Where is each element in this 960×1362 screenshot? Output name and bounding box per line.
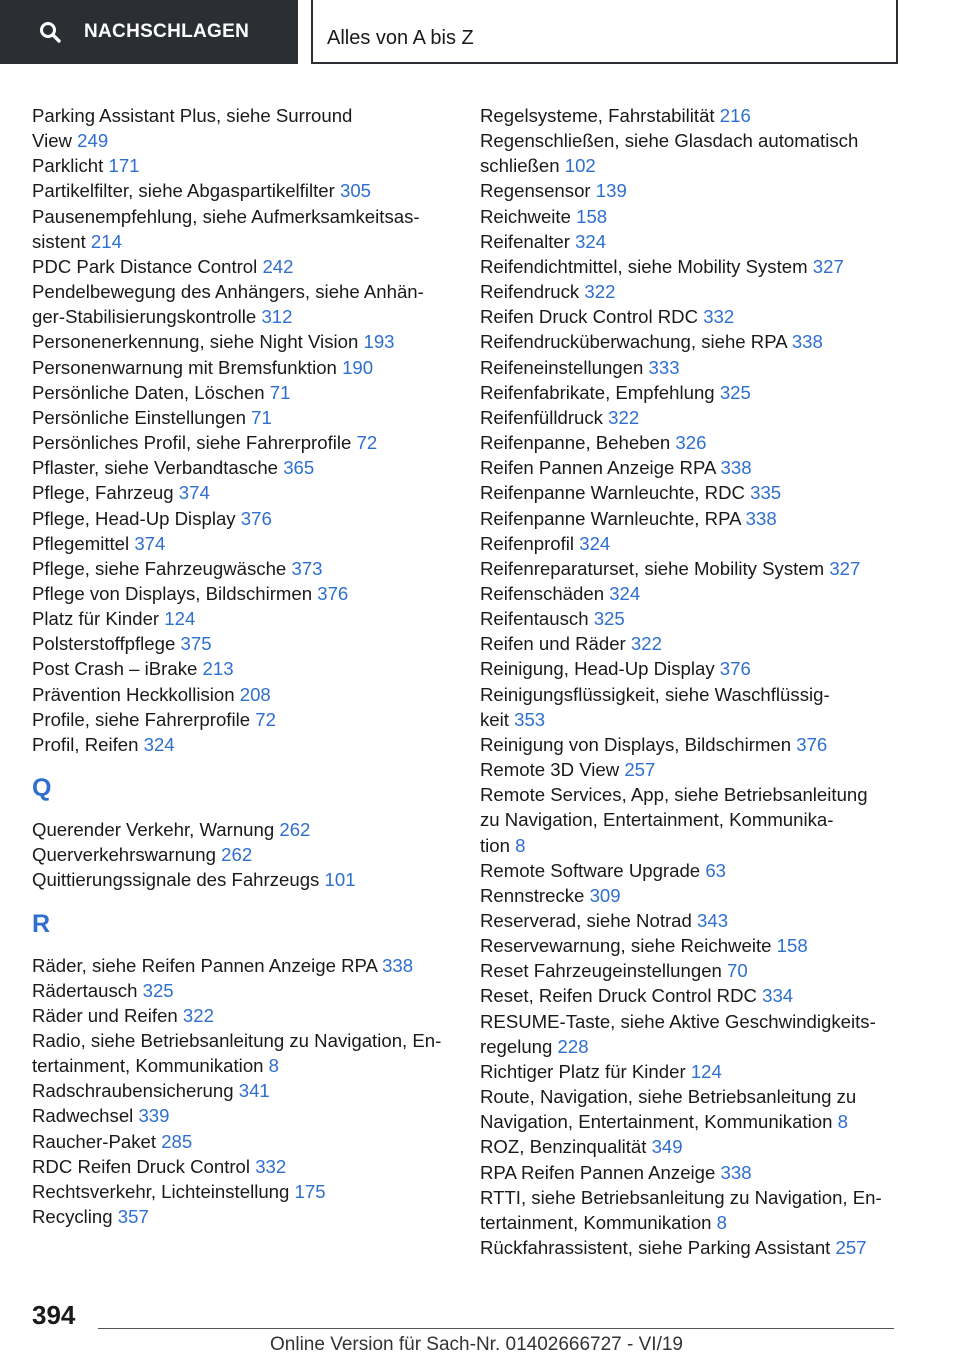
page-reference-link[interactable]: 228 bbox=[557, 1035, 589, 1057]
index-entry-text: Reset Fahrzeugeinstellungen bbox=[480, 960, 722, 982]
index-entry-text: Reifen Druck Control RDC bbox=[480, 306, 699, 328]
index-entry bbox=[480, 833, 900, 858]
index-entry-text: Reserverad, siehe Notrad bbox=[480, 910, 692, 931]
index-entry-text: RPA Reifen Pannen Anzeige bbox=[480, 1161, 716, 1183]
page-reference-link[interactable]: 324 bbox=[579, 532, 611, 554]
page-reference-link[interactable]: 327 bbox=[829, 557, 861, 579]
index-entry-text: Remote Services, App, siehe Betriebsanleitung bbox=[480, 784, 868, 806]
index-entry bbox=[480, 455, 900, 480]
index-entry bbox=[480, 908, 900, 933]
index-entry-text: Reifenpanne Warnleuchte, RDC bbox=[480, 482, 745, 504]
index-entry-text: Reifen und Räder bbox=[480, 633, 626, 655]
index-entry bbox=[32, 1078, 452, 1103]
index-entry-text: Reifeneinstellungen bbox=[480, 356, 644, 378]
index-entry bbox=[32, 229, 452, 254]
index-entry bbox=[480, 405, 900, 430]
page-reference-link[interactable]: 8 bbox=[837, 1111, 848, 1133]
index-entry-text: Pflegemittel bbox=[32, 532, 130, 554]
index-entry-text: Parklicht bbox=[32, 155, 104, 177]
page-reference-link[interactable]: 376 bbox=[317, 582, 349, 604]
index-entry-text: Reifenfabrikate, Empfehlung bbox=[480, 381, 715, 403]
index-entry bbox=[480, 128, 900, 153]
index-entry-text: Reset, Reifen Druck Control RDC bbox=[480, 985, 757, 1007]
index-entry bbox=[32, 103, 452, 128]
index-entry-text: Radio, siehe Betriebsanleitung zu Navigation, En- bbox=[32, 1030, 442, 1051]
page-reference-link[interactable]: 324 bbox=[143, 733, 175, 755]
page-reference-link[interactable]: 325 bbox=[593, 608, 625, 630]
index-entry-text: Reichweite bbox=[480, 205, 571, 227]
index-entry-text: Reservewarnung, siehe Reichweite bbox=[480, 935, 772, 957]
index-entry bbox=[32, 656, 452, 681]
index-entry-text: Pflege, Fahrzeug bbox=[32, 482, 174, 504]
page-reference-link[interactable]: 158 bbox=[576, 205, 608, 227]
index-entry-text: Regensensor bbox=[480, 180, 591, 202]
page-reference-link[interactable]: 262 bbox=[279, 819, 311, 841]
section-tab-label: NACHSCHLAGEN bbox=[84, 21, 250, 42]
index-entry-text: tion bbox=[480, 834, 510, 856]
page-reference-link[interactable]: 285 bbox=[161, 1130, 193, 1152]
index-entry-text: RDC Reifen Druck Control bbox=[32, 1155, 251, 1177]
index-entry-text: Personenwarnung mit Bremsfunktion bbox=[32, 356, 337, 378]
page-reference-link[interactable]: 374 bbox=[134, 532, 166, 554]
index-entry-text: Personenerkennung, siehe Night Vision bbox=[32, 331, 359, 353]
index-entry-text: Quittierungssignale des Fahrzeugs bbox=[32, 869, 320, 891]
page-reference-link[interactable]: 214 bbox=[90, 230, 122, 252]
index-entry bbox=[480, 1059, 900, 1084]
index-entry-text: Reifenalter bbox=[480, 230, 570, 252]
index-entry-text: Pflege, siehe Fahrzeugwäsche bbox=[32, 557, 287, 579]
index-entry-text: Remote 3D View bbox=[480, 759, 620, 781]
index-entry-text: Reinigungsflüssigkeit, siehe Waschflüssig- bbox=[480, 683, 830, 705]
index-entry bbox=[480, 279, 900, 304]
page-reference-link[interactable]: 72 bbox=[356, 432, 378, 454]
search-icon bbox=[38, 20, 62, 44]
index-entry-text: Radwechsel bbox=[32, 1105, 134, 1127]
page-reference-link[interactable]: 334 bbox=[762, 985, 794, 1007]
index-entry bbox=[480, 807, 900, 832]
page-reference-link[interactable]: 333 bbox=[648, 356, 680, 378]
page-header bbox=[0, 0, 960, 66]
index-entry bbox=[32, 867, 452, 892]
page-reference-link[interactable]: 71 bbox=[269, 381, 291, 403]
index-entry bbox=[32, 1204, 452, 1229]
page-reference-link[interactable]: 332 bbox=[703, 306, 735, 328]
page-reference-link[interactable]: 325 bbox=[719, 381, 751, 403]
index-entry bbox=[32, 254, 452, 279]
index-entry-text: Platz für Kinder bbox=[32, 608, 160, 630]
index-entry bbox=[480, 531, 900, 556]
index-entry-text: tertainment, Kommunikation bbox=[32, 1055, 264, 1077]
index-entry bbox=[32, 631, 452, 656]
index-entry bbox=[480, 732, 900, 757]
page-reference-link[interactable]: 376 bbox=[796, 733, 828, 755]
index-entry bbox=[32, 606, 452, 631]
page-reference-link[interactable]: 326 bbox=[675, 432, 707, 454]
page-reference-link[interactable]: 309 bbox=[589, 884, 621, 906]
page-reference-link[interactable]: 213 bbox=[202, 658, 234, 680]
page-reference-link[interactable]: 257 bbox=[624, 759, 656, 781]
index-entry bbox=[480, 983, 900, 1008]
index-entry bbox=[32, 556, 452, 581]
page-reference-link[interactable]: 71 bbox=[251, 406, 272, 428]
index-entry-text: Post Crash – iBrake bbox=[32, 658, 198, 680]
index-entry-text: Persönliche Einstellungen bbox=[32, 406, 246, 428]
page-reference-link[interactable]: 338 bbox=[382, 954, 414, 976]
index-entry bbox=[32, 380, 452, 405]
index-entry-text: Polsterstoffpflege bbox=[32, 633, 176, 655]
page-reference-link[interactable]: 376 bbox=[240, 507, 272, 529]
index-entry-text: Rechtsverkehr, Lichteinstellung bbox=[32, 1180, 290, 1202]
index-entry bbox=[480, 782, 900, 807]
page-reference-link[interactable]: 322 bbox=[182, 1004, 214, 1026]
page-reference-link[interactable]: 257 bbox=[835, 1237, 867, 1259]
index-entry-text: Persönliche Daten, Löschen bbox=[32, 381, 265, 403]
index-entry bbox=[480, 656, 900, 681]
index-entry-text: Pflaster, siehe Verbandtasche bbox=[32, 457, 279, 479]
index-entry bbox=[32, 581, 452, 606]
page-reference-link[interactable]: 262 bbox=[221, 844, 253, 866]
index-entry-text: Querverkehrswarnung bbox=[32, 844, 216, 866]
footer-divider bbox=[98, 1328, 894, 1329]
index-entry bbox=[32, 978, 452, 1003]
index-entry bbox=[32, 1053, 452, 1078]
index-entry-text: tertainment, Kommunikation bbox=[480, 1211, 712, 1233]
index-entry-text: Rückfahrassistent, siehe Parking Assistant bbox=[480, 1237, 831, 1259]
index-entry bbox=[480, 254, 900, 279]
index-entry-text: Parking Assistant Plus, siehe Surround bbox=[32, 105, 353, 126]
index-entry bbox=[480, 631, 900, 656]
page-reference-link[interactable]: 374 bbox=[178, 482, 210, 504]
index-entry bbox=[480, 1109, 900, 1134]
index-entry bbox=[32, 279, 452, 304]
index-entry bbox=[32, 304, 452, 329]
index-entry bbox=[480, 606, 900, 631]
page-reference-link[interactable]: 349 bbox=[651, 1136, 683, 1158]
page-reference-link[interactable]: 8 bbox=[716, 1211, 728, 1233]
page-reference-link[interactable]: 171 bbox=[108, 155, 140, 177]
index-entry-text: Rennstrecke bbox=[480, 884, 585, 906]
index-entry-text: Querender Verkehr, Warnung bbox=[32, 819, 275, 841]
page-reference-link[interactable]: 8 bbox=[268, 1055, 280, 1077]
index-entry bbox=[32, 531, 452, 556]
index-entry-text: Reifendrucküberwachung, siehe RPA bbox=[480, 331, 787, 353]
chapter-title-box bbox=[311, 0, 898, 64]
index-entry-text: Regelsysteme, Fahrstabilität bbox=[480, 105, 715, 126]
index-entry-text: RESUME-Taste, siehe Aktive Geschwindigkeits- bbox=[480, 1010, 876, 1032]
index-column-left bbox=[32, 103, 452, 1229]
index-entry bbox=[32, 1129, 452, 1154]
page-reference-link[interactable]: 324 bbox=[575, 230, 607, 252]
index-column-right bbox=[480, 103, 900, 1260]
index-entry bbox=[480, 682, 900, 707]
index-entry-text: Radschraubensicherung bbox=[32, 1080, 234, 1102]
index-entry-text: regelung bbox=[480, 1035, 553, 1057]
index-entry bbox=[32, 1003, 452, 1028]
page-reference-link[interactable]: 208 bbox=[239, 683, 271, 705]
index-entry bbox=[480, 858, 900, 883]
page-reference-link[interactable]: 353 bbox=[514, 708, 546, 730]
index-entry bbox=[480, 178, 900, 203]
page-reference-link[interactable]: 343 bbox=[697, 910, 729, 931]
index-entry bbox=[32, 506, 452, 531]
index-entry bbox=[480, 556, 900, 581]
page-reference-link[interactable]: 190 bbox=[342, 356, 374, 378]
index-entry bbox=[480, 103, 900, 128]
index-entry-text: Prävention Heckkollision bbox=[32, 683, 235, 705]
index-entry-text: View bbox=[32, 130, 72, 152]
page-reference-link[interactable]: 124 bbox=[690, 1060, 722, 1082]
page-reference-link[interactable]: 373 bbox=[291, 557, 323, 579]
index-entry-text: Reifentausch bbox=[480, 608, 589, 630]
page-reference-link[interactable]: 249 bbox=[77, 130, 109, 152]
index-entry-text: Route, Navigation, siehe Betriebsanleitung zu bbox=[480, 1086, 857, 1108]
index-entry-text: Pflege von Displays, Bildschirmen bbox=[32, 582, 313, 604]
index-entry bbox=[480, 430, 900, 455]
chapter-title: Alles von A bis Z bbox=[327, 27, 474, 49]
index-entry-text: Reifenpanne, Beheben bbox=[480, 432, 671, 454]
index-entry-text: Pendelbewegung des Anhängers, siehe Anhän- bbox=[32, 281, 424, 303]
index-entry bbox=[32, 455, 452, 480]
index-entry-text: Profile, siehe Fahrerprofile bbox=[32, 708, 251, 730]
page-reference-link[interactable]: 102 bbox=[564, 155, 596, 177]
index-entry bbox=[480, 883, 900, 908]
index-entry bbox=[480, 506, 900, 531]
index-entry-text: Navigation, Entertainment, Kommunikation bbox=[480, 1111, 833, 1133]
index-entry bbox=[480, 1235, 900, 1260]
page-reference-link[interactable]: 338 bbox=[720, 457, 752, 479]
index-entry-text: Reifendichtmittel, siehe Mobility System bbox=[480, 255, 808, 277]
index-entry-text: Remote Software Upgrade bbox=[480, 859, 701, 881]
index-entry bbox=[480, 757, 900, 782]
index-entry-text: Rädertausch bbox=[32, 979, 138, 1001]
index-entry bbox=[480, 1134, 900, 1159]
index-entry-text: ROZ, Benzinqualität bbox=[480, 1136, 647, 1158]
index-entry bbox=[480, 581, 900, 606]
index-entry-text: Pflege, Head-Up Display bbox=[32, 507, 236, 529]
index-entry bbox=[32, 842, 452, 867]
index-entry-text: Räder, siehe Reifen Pannen Anzeige RPA bbox=[32, 954, 377, 976]
index-entry-text: Richtiger Platz für Kinder bbox=[480, 1060, 686, 1082]
page-reference-link[interactable]: 242 bbox=[262, 255, 294, 277]
index-entry-text: sistent bbox=[32, 230, 86, 252]
index-entry bbox=[32, 732, 452, 757]
index-entry bbox=[480, 1185, 900, 1210]
index-entry bbox=[480, 707, 900, 732]
page-reference-link[interactable]: 312 bbox=[261, 306, 293, 328]
page-reference-link[interactable]: 338 bbox=[720, 1161, 752, 1183]
index-entry bbox=[480, 204, 900, 229]
index-entry bbox=[32, 329, 452, 354]
page-reference-link[interactable]: 338 bbox=[745, 507, 777, 529]
index-entry-text: PDC Park Distance Control bbox=[32, 255, 258, 277]
index-entry bbox=[32, 707, 452, 732]
index-entry-text: ger-Stabilisierungskontrolle bbox=[32, 306, 257, 328]
page-reference-link[interactable]: 175 bbox=[294, 1180, 326, 1202]
index-entry bbox=[32, 1179, 452, 1204]
index-entry bbox=[480, 1034, 900, 1059]
page-reference-link[interactable]: 63 bbox=[705, 859, 726, 881]
index-entry bbox=[480, 380, 900, 405]
page-reference-link[interactable]: 375 bbox=[180, 633, 212, 655]
index-entry bbox=[32, 817, 452, 842]
index-entry-text: zu Navigation, Entertainment, Kommunika- bbox=[480, 809, 834, 831]
index-entry bbox=[32, 153, 452, 178]
page-reference-link[interactable]: 72 bbox=[255, 708, 276, 730]
index-entry-text: Raucher-Paket bbox=[32, 1130, 157, 1152]
index-entry bbox=[480, 355, 900, 380]
page-reference-link[interactable]: 365 bbox=[283, 457, 315, 479]
index-entry-text: Reinigung, Head-Up Display bbox=[480, 658, 715, 680]
index-entry bbox=[480, 1084, 900, 1109]
page-reference-link[interactable]: 332 bbox=[255, 1155, 287, 1177]
index-entry bbox=[32, 355, 452, 380]
index-entry-text: Profil, Reifen bbox=[32, 733, 139, 755]
index-entry bbox=[480, 480, 900, 505]
index-entry-text: Pausenempfehlung, siehe Aufmerksamkeitsas- bbox=[32, 205, 420, 227]
index-entry-text: Persönliches Profil, siehe Fahrerprofile bbox=[32, 432, 352, 454]
page-reference-link[interactable]: 338 bbox=[791, 331, 823, 353]
page-reference-link[interactable]: 158 bbox=[776, 935, 808, 957]
page-reference-link[interactable]: 8 bbox=[515, 834, 526, 856]
index-entry bbox=[32, 128, 452, 153]
index-entry-text: Reifenfülldruck bbox=[480, 406, 603, 428]
page-reference-link[interactable]: 70 bbox=[727, 960, 748, 982]
index-entry-text: Reifen Pannen Anzeige RPA bbox=[480, 457, 716, 479]
index-entry-text: Reifendruck bbox=[480, 281, 580, 303]
index-entry-text: RTTI, siehe Betriebsanleitung zu Navigation, En- bbox=[480, 1186, 882, 1208]
index-entry bbox=[32, 178, 452, 203]
index-entry bbox=[480, 1160, 900, 1185]
page-reference-link[interactable]: 325 bbox=[142, 979, 174, 1001]
page-reference-link[interactable]: 376 bbox=[719, 658, 751, 680]
page-reference-link[interactable]: 327 bbox=[812, 255, 844, 277]
index-entry-text: Partikelfilter, siehe Abgaspartikelfilter bbox=[32, 180, 335, 202]
index-entry-text: Reifenschäden bbox=[480, 582, 605, 604]
index-entry-text: schließen bbox=[480, 155, 560, 177]
index-entry-text: Reifenprofil bbox=[480, 532, 575, 554]
page-reference-link[interactable]: 305 bbox=[339, 180, 372, 202]
page-reference-link[interactable]: 322 bbox=[608, 406, 640, 428]
index-entry-text: Reifenreparaturset, siehe Mobility System bbox=[480, 557, 825, 579]
section-tab-nachschlagen[interactable] bbox=[0, 0, 298, 64]
page-reference-link[interactable]: 193 bbox=[363, 331, 395, 353]
index-entry bbox=[480, 933, 900, 958]
index-entry-text: Regenschließen, siehe Glasdach automatisch bbox=[480, 130, 859, 152]
page-reference-link[interactable]: 124 bbox=[164, 608, 196, 630]
page-number: 394 bbox=[32, 1300, 76, 1330]
footer-version-text: Online Version für Sach-Nr. 01402666727 - VI/19 bbox=[270, 1334, 683, 1355]
page-reference-link[interactable]: 216 bbox=[719, 105, 751, 126]
index-entry bbox=[32, 204, 452, 229]
section-letter-q: Q bbox=[32, 774, 52, 803]
index-entry bbox=[480, 958, 900, 983]
index-entry-text: keit bbox=[480, 708, 509, 730]
page-reference-link[interactable]: 357 bbox=[117, 1206, 149, 1228]
index-entry bbox=[32, 405, 452, 430]
page-reference-link[interactable]: 339 bbox=[138, 1105, 170, 1127]
index-entry bbox=[480, 329, 900, 354]
page-reference-link[interactable]: 324 bbox=[609, 582, 641, 604]
index-entry bbox=[480, 304, 900, 329]
index-entry-text: Recycling bbox=[32, 1206, 113, 1228]
index-entry bbox=[32, 1103, 452, 1128]
index-entry bbox=[32, 1154, 452, 1179]
index-entry-text: Räder und Reifen bbox=[32, 1004, 178, 1026]
index-entry bbox=[32, 953, 452, 978]
index-entry bbox=[32, 1028, 452, 1053]
index-entry-text: Reinigung von Displays, Bildschirmen bbox=[480, 733, 792, 755]
section-letter-r: R bbox=[32, 909, 51, 938]
index-entry-text: Reifenpanne Warnleuchte, RPA bbox=[480, 507, 741, 529]
index-entry bbox=[480, 229, 900, 254]
index-entry bbox=[480, 153, 900, 178]
index-entry bbox=[32, 430, 452, 455]
page-reference-link[interactable]: 322 bbox=[584, 281, 616, 303]
index-entry bbox=[480, 1009, 900, 1034]
index-entry bbox=[32, 480, 452, 505]
page-reference-link[interactable]: 341 bbox=[238, 1080, 270, 1102]
page-reference-link[interactable]: 101 bbox=[324, 869, 356, 891]
index-entry bbox=[32, 682, 452, 707]
index-entry bbox=[480, 1210, 900, 1235]
page-reference-link[interactable]: 139 bbox=[595, 180, 627, 202]
page-reference-link[interactable]: 335 bbox=[750, 482, 782, 504]
page-reference-link[interactable]: 322 bbox=[630, 633, 662, 655]
